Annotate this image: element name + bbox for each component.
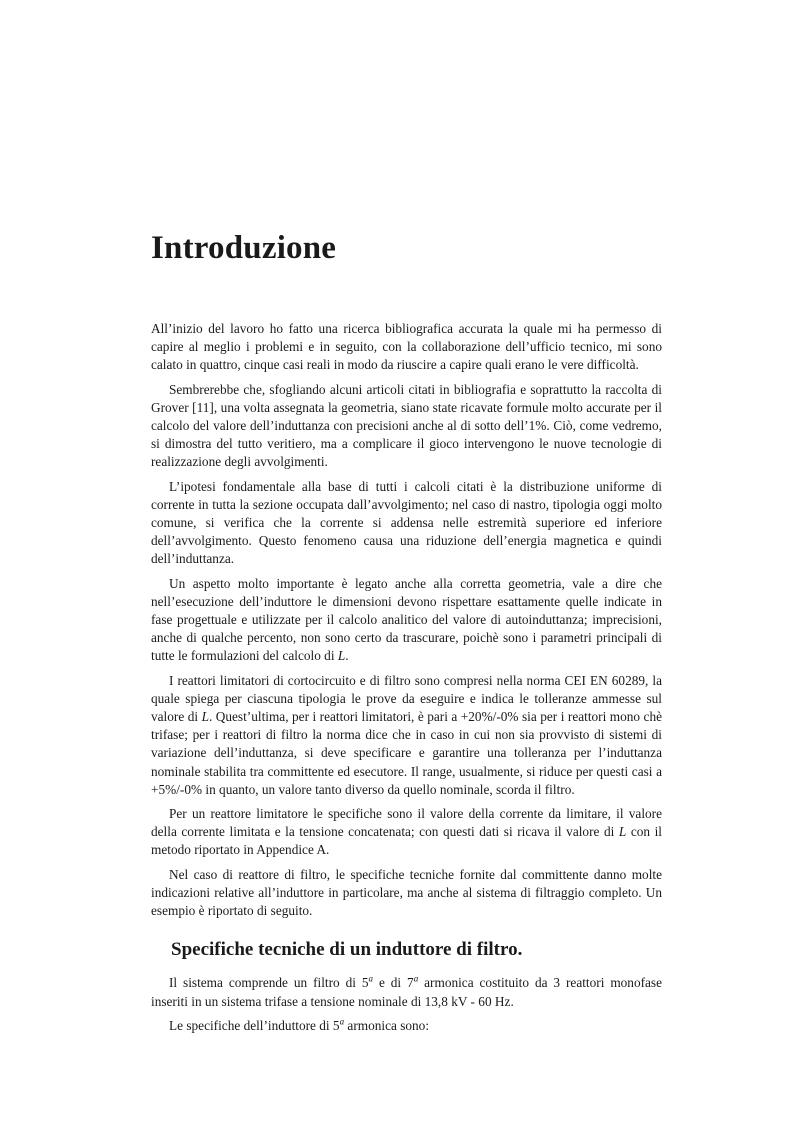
paragraph-geometry-text: Un aspetto molto importante è legato anche alla corretta geometria, vale a dire che nell’esecuzione dell’induttore le dimensioni devono rispettare esattamente quelle indicate in fase progettuale e utilizzate per il calcolo analitico del valore di autoinduttanza; imprecisioni, anche di qualche percento, non sono certo da trascurare, poichè sono i parametri principali di tutte le formulazioni del calcolo di bbox=[151, 575, 662, 664]
paragraph-system-part3: armonica costituito da 3 reattori monofase inseriti in un sistema trifase a tensione nominale di 13,8 kV - 60 Hz. bbox=[151, 975, 663, 1009]
paragraph-grover: Sembrerebbe che, sfogliando alcuni articoli citati in bibliografia e soprattutto la raccolta di Grover [11], una volta assegnata la geometria, siano state ricavate formule molto accurate per il calcolo del valore dell’induttanza con precisioni anche al di sotto dell’1%. Ciò, come vedremo, si dimostra del tutto veritiero, ma a complicare il gioco intervengono le nuove tecnologie di realizzazione degli avvolgimenti. bbox=[151, 381, 662, 470]
paragraph-specs bbox=[151, 1017, 662, 1035]
paragraph-filter: Nel caso di reattore di filtro, le specifiche tecniche fornite dal committente danno molte indicazioni relative all’induttore in particolare, ma anche al sistema di filtraggio completo. Un esempio è riportato di seguito. bbox=[151, 866, 662, 919]
paragraph-geometry bbox=[151, 575, 662, 666]
paragraph-norm-part2: . Quest’ultima, per i reattori limitatori, è pari a +20%/-0% sia per i reattori mono chè trifase; per i reattori di filtro la norma dice che in caso in cui non sia provvisto di sistemi di variazione dell’induttanza, si deve specificare e garantire una tolleranza per l’induttanza nominale stabilita tra committente ed esecutore. Il range, usualmente, si riduce per questi casi a +5%/-0% in quanto, un valore tanto diverso da quello nominale, scorda il filtro. bbox=[151, 709, 663, 797]
ordinal-superscript: a bbox=[413, 973, 419, 984]
paragraph-limiter bbox=[151, 805, 662, 860]
paragraph-specs-part1: Le specifiche dell’induttore di 5 bbox=[169, 1017, 340, 1033]
paragraph-system-part1: Il sistema comprende un filtro di 5 bbox=[169, 975, 369, 991]
paragraph-system bbox=[151, 974, 662, 1010]
paragraph-hypothesis: L’ipotesi fondamentale alla base di tutti i calcoli citati è la distribuzione uniforme di corrente in tutta la sezione occupata dall’avvolgimento; nel caso di nastro, tipologia oggi molto comune, si verifica che la corrente si addensa nelle estremità superiore ed inferiore dell’avvolgimento. Questo fenomeno causa una riduzione dell’energia magnetica e quindi dell’induttanza. bbox=[151, 478, 662, 567]
paragraph-geometry-end: . bbox=[345, 648, 349, 664]
paragraph-specs-part2: armonica sono: bbox=[347, 1017, 430, 1033]
chapter-title: Introduzione bbox=[151, 230, 337, 266]
paragraph-system-part2: e di 7 bbox=[378, 975, 414, 991]
body-text bbox=[151, 320, 662, 1041]
paragraph-intro: All’inizio del lavoro ho fatto una ricerca bibliografica accurata la quale mi ha permesso di capire al meglio i problemi e in seguito, con la collaborazione dell’ufficio tecnico, mi sono calato in quattro, cinque casi reali in modo da riuscire a capire quali erano le vere difficoltà. bbox=[151, 321, 662, 373]
paragraph-limiter-part1: Per un reattore limitatore le specifiche sono il valore della corrente da limitare, il valore della corrente limitata e la tensione concatenata; con questi dati si ricava il valore di bbox=[151, 806, 662, 840]
paragraph-limiter-part2: con il metodo riportato in Appendice A. bbox=[151, 824, 662, 858]
ordinal-superscript: a bbox=[339, 1016, 345, 1027]
section-title: Specifiche tecniche di un induttore di filtro. bbox=[171, 939, 523, 961]
ordinal-superscript: a bbox=[368, 973, 374, 984]
paragraph-norm-part1: I reattori limitatori di cortocircuito e di filtro sono compresi nella norma CEI EN 60289, la quale spiega per ciascuna tipologia le prove da eseguire e indica le tolleranze ammesse sul valore di bbox=[151, 672, 662, 725]
math-symbol-L: L bbox=[618, 824, 627, 840]
paragraph-norm bbox=[151, 672, 662, 799]
math-symbol-L: L bbox=[201, 709, 209, 725]
math-symbol-L: L bbox=[337, 648, 346, 664]
